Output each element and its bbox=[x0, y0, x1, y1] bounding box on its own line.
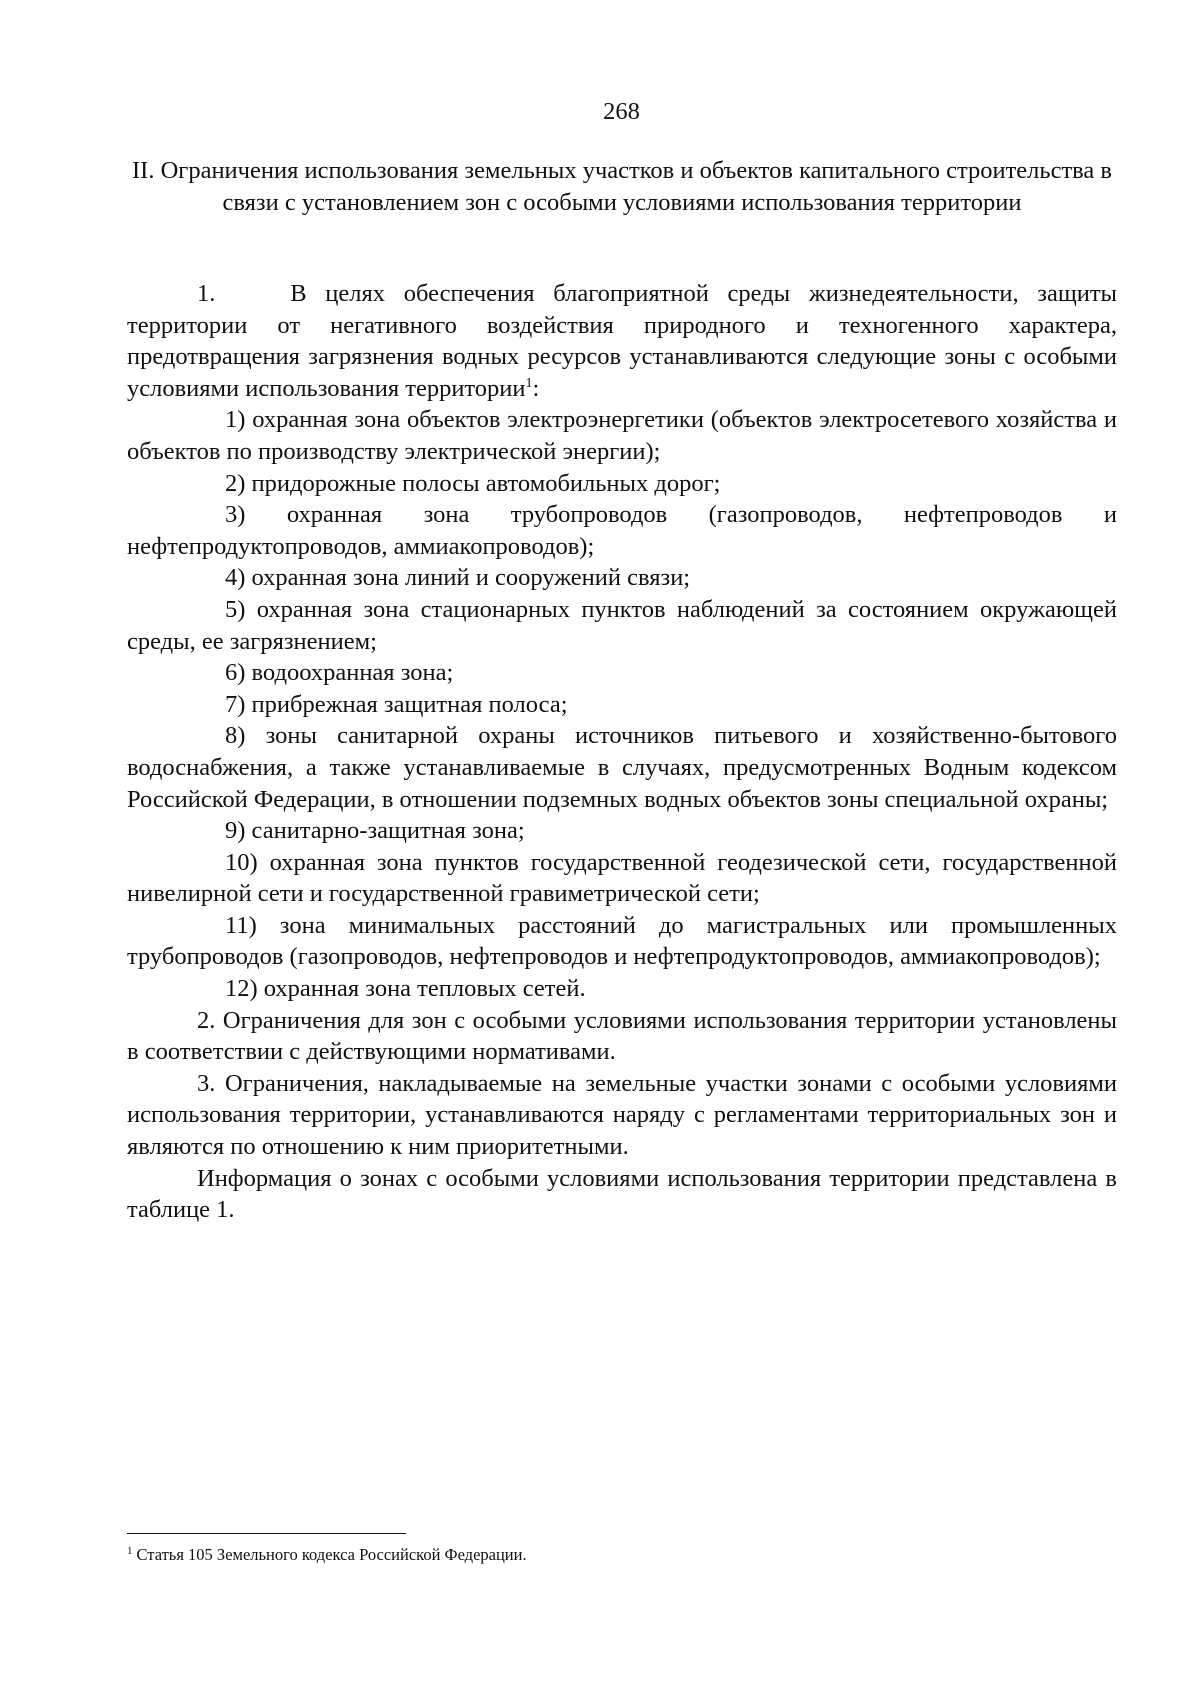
list-item: 6) водоохранная зона; bbox=[225, 659, 454, 687]
list-item: 3) охранная зона трубопроводов (газопроводов, нефтепроводов и нефтепродуктопроводов, аммиакопроводов); bbox=[127, 501, 1117, 560]
footnote-mark: 1 bbox=[127, 1544, 133, 1557]
list-item: 9) санитарно-защитная зона; bbox=[225, 817, 525, 845]
section-heading: II. Ограничения использования земельных участков и объектов капитального строительства в связи с установлением зон с особыми условиями использования территории bbox=[132, 157, 1112, 216]
paragraph-1 bbox=[127, 278, 1117, 404]
document-body bbox=[127, 278, 1117, 1226]
footnote-reference[interactable]: 1 bbox=[525, 375, 533, 391]
list-item: 8) зоны санитарной охраны источников питьевого и хозяйственно-бытового водоснабжения, а также устанавливаемые в случаях, предусмотренных Водным кодексом Российской Федерации, в отношении подземных водных объектов зоны специальной охраны; bbox=[127, 722, 1117, 813]
list-item: 1) охранная зона объектов электроэнергетики (объектов электросетевого хозяйства и объектов по производству электрической энергии); bbox=[127, 406, 1117, 465]
list-item: 11) зона минимальных расстояний до магистральных или промышленных трубопроводов (газопроводов, нефтепроводов и нефтепродуктопроводов, аммиакопроводов); bbox=[127, 911, 1117, 971]
list-item: 4) охранная зона линий и сооружений связи; bbox=[225, 564, 691, 592]
paragraph-4: Информация о зонах с особыми условиями использования территории представлена в таблице 1. bbox=[127, 1164, 1117, 1224]
footnote bbox=[127, 1543, 1027, 1567]
paragraph-1-text: 1. В целях обеспечения благоприятной среды жизнедеятельности, защиты территории от негативного воздействия природного и техногенного характера, предотвращения загрязнения водных ресурсов устанавливаются следующие зоны с особыми условиями использования территории bbox=[127, 280, 1117, 402]
list-item: 2) придорожные полосы автомобильных дорог; bbox=[225, 469, 721, 497]
list-item: 5) охранная зона стационарных пунктов наблюдений за состоянием окружающей среды, ее загрязнением; bbox=[127, 595, 1117, 655]
list-item: 7) прибрежная защитная полоса; bbox=[225, 690, 568, 718]
list-item: 12) охранная зона тепловых сетей. bbox=[225, 975, 586, 1003]
page-number: 268 bbox=[603, 98, 640, 125]
list-item: 10) охранная зона пунктов государственной геодезической сети, государственной нивелирной сети и государственной гравиметрической сети; bbox=[127, 848, 1117, 908]
paragraph-1-end: : bbox=[532, 374, 540, 402]
footnote-divider bbox=[127, 1533, 406, 1534]
footnote-text: Статья 105 Земельного кодекса Российской Федерации. bbox=[136, 1545, 527, 1564]
paragraph-3: 3. Ограничения, накладываемые на земельные участки зонами с особыми условиями использования территории, устанавливаются наряду с регламентами территориальных зон и являются по отношению к ним приоритетными. bbox=[127, 1069, 1117, 1161]
paragraph-2: 2. Ограничения для зон с особыми условиями использования территории установлены в соответствии с действующими нормативами. bbox=[127, 1006, 1117, 1066]
